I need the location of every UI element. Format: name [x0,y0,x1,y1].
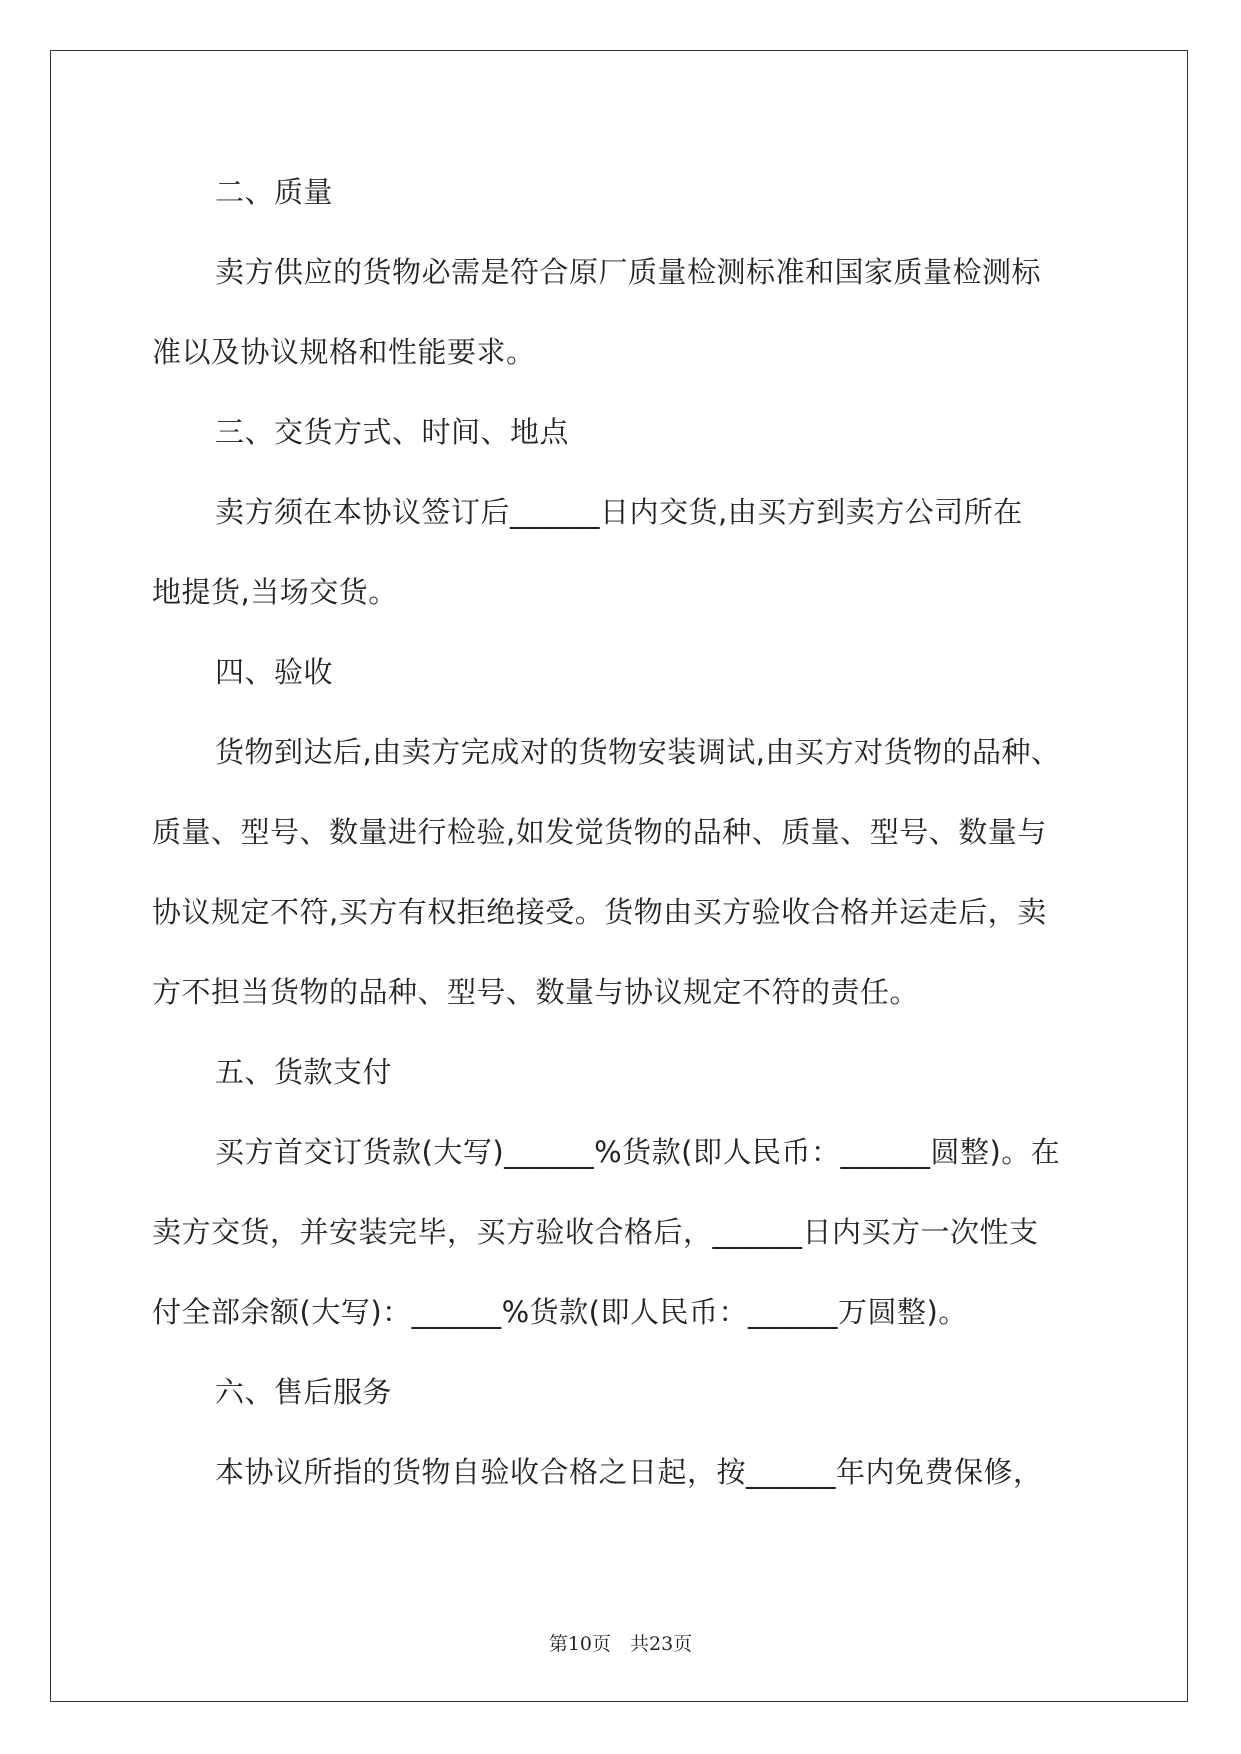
paragraph-line: 本协议所指的货物自验收合格之日起，按______年内免费保修， [215,1455,1043,1489]
section-heading-after-sales: 六、售后服务 [215,1375,393,1409]
page-number-footer: 第10页 共23页 [548,1633,693,1655]
paragraph-line: 货物到达后,由卖方完成对的货物安装调试,由买方对货物的品种、 [215,735,1061,769]
section-heading-acceptance: 四、验收 [215,655,334,689]
paragraph-line: 付全部余额(大写)：______%货款(即人民币：______万圆整)。 [152,1295,968,1329]
section-heading-payment: 五、货款支付 [215,1055,393,1089]
paragraph-line: 买方首交订货款(大写)______%货款(即人民币：______圆整)。在 [215,1135,1061,1169]
paragraph-line: 协议规定不符,买方有权拒绝接受。货物由买方验收合格并运走后，卖 [152,895,1047,929]
section-heading-quality: 二、质量 [215,175,334,209]
paragraph-line: 卖方交货，并安装完毕，买方验收合格后，______日内买方一次性支 [152,1215,1039,1249]
paragraph-line: 质量、型号、数量进行检验,如发觉货物的品种、质量、型号、数量与 [152,815,1047,849]
paragraph-line: 卖方供应的货物必需是符合原厂质量检测标准和国家质量检测标 [215,255,1042,289]
paragraph-line: 地提货,当场交货。 [152,575,398,609]
paragraph-line: 准以及协议规格和性能要求。 [152,335,536,369]
section-heading-delivery: 三、交货方式、时间、地点 [215,415,570,449]
paragraph-line: 方不担当货物的品种、型号、数量与协议规定不符的责任。 [152,975,920,1009]
paragraph-line: 卖方须在本协议签订后______日内交货,由买方到卖方公司所在 [215,495,1023,529]
